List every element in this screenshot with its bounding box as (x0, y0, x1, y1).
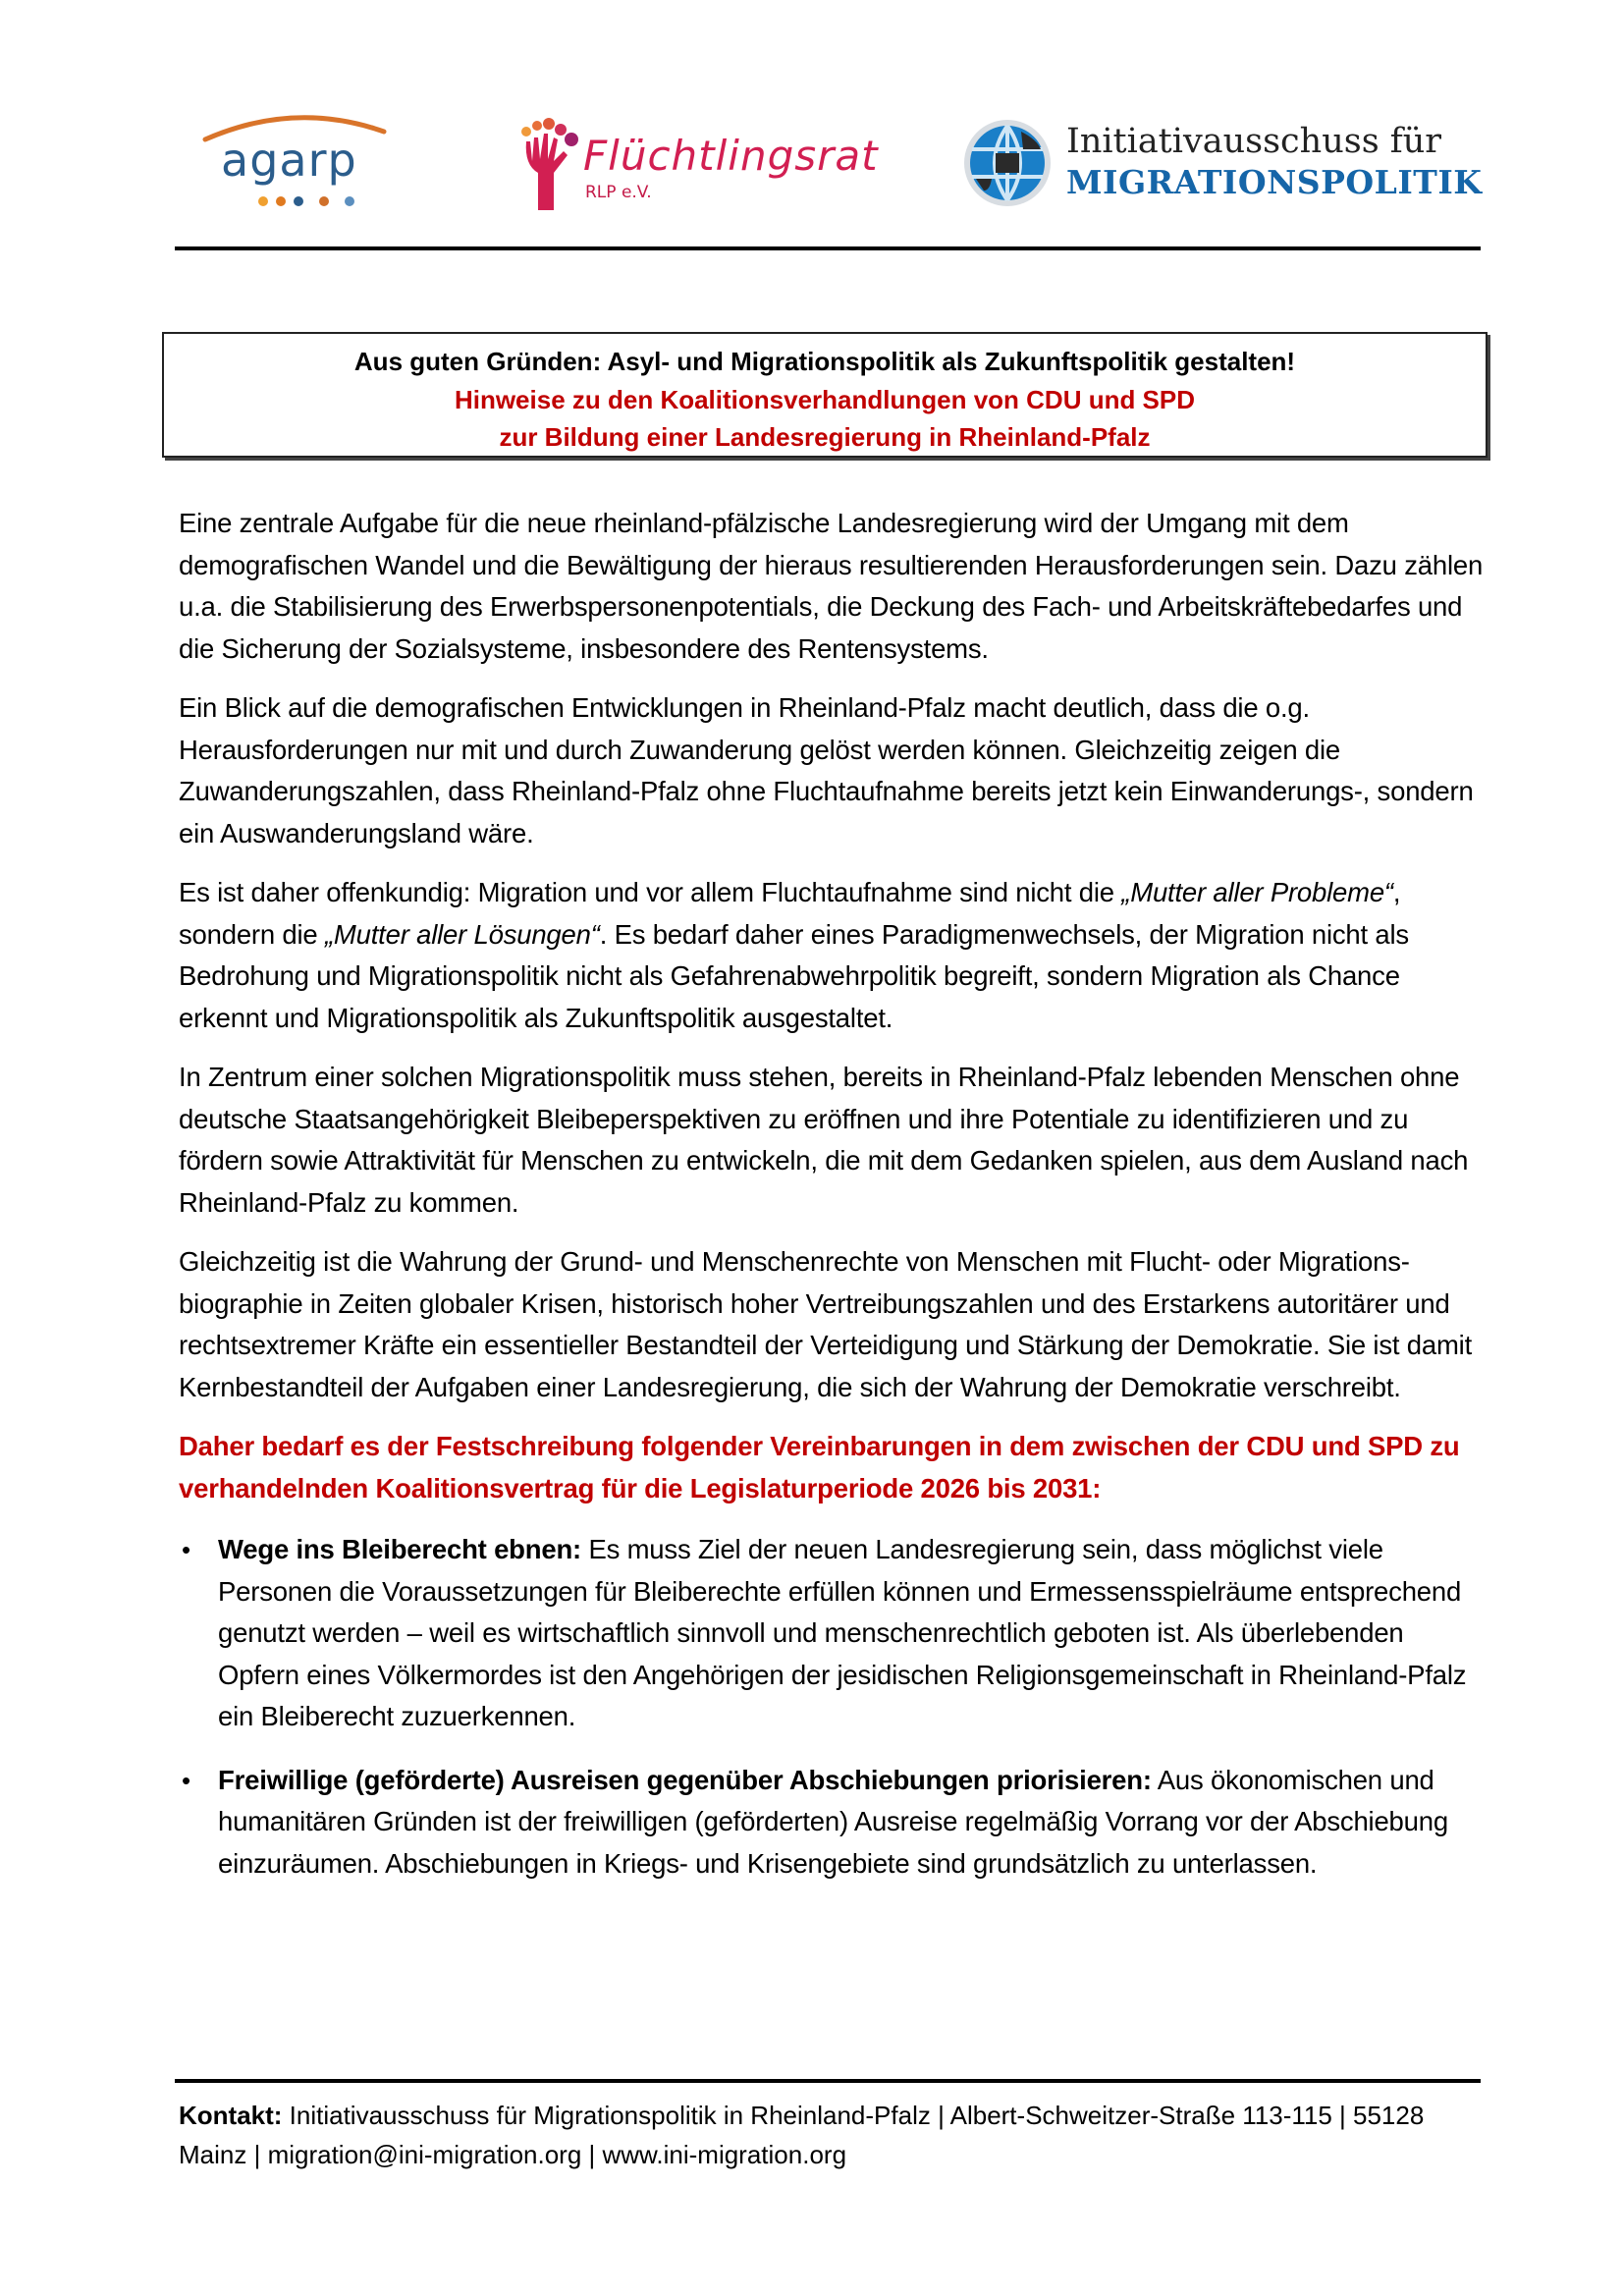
document-title: Aus guten Gründen: Asyl- und Migrationspolitik als Zukunftspolitik gestalten! (353, 347, 1296, 376)
dot-icon (294, 196, 303, 206)
dot-icon (276, 196, 286, 206)
title-box (162, 332, 1488, 458)
paragraph-text: . Es bedarf daher eines Paradigmenwechsels, der Migration nicht als Bedrohung und Migrationspolitik nicht als Gefahrenabwehrpolitik begreift, sondern Migration als Chance erkennt und Migrationspolitik als Zukunftspolitik ausgestaltet. (179, 918, 1409, 1033)
agarp-logo-text: agarp (221, 134, 357, 187)
footer-label: Kontakt: (179, 2101, 283, 2130)
footer-divider (175, 2079, 1481, 2083)
agarp-dots (258, 196, 354, 206)
paragraph (179, 872, 1485, 1039)
paragraph: Eine zentrale Aufgabe für die neue rheinland-pfälzische Landesregierung wird der Umgang mit dem demografischen Wandel und die Bewältigung der hieraus resultierenden Herausforderungen sein. Dazu zählen u.a. die Stabilisierung des Erwerbspersonenpotentials, die Deckung des Fach- und Arbeitskräftebedarfes und die Sicherung der Sozialsysteme, insbesondere des Rentensystems. (179, 508, 1484, 664)
footer-separator: | (581, 2140, 603, 2169)
fluechtlingsrat-logo-subtext: RLP e.V. (585, 183, 652, 202)
dot-icon (258, 196, 268, 206)
header-divider (175, 246, 1481, 250)
initiativausschuss-logo (962, 118, 1483, 211)
dot-icon (319, 196, 329, 206)
demand-intro: Daher bedarf es der Festschreibung folgender Vereinbarungen in dem zwischen der CDU und SPD zu verhandelnden Koalitionsvertrag für die Legislaturperiode 2026 bis 2031: (179, 1431, 1460, 1503)
list-item (179, 1760, 1485, 1886)
paragraph: In Zentrum einer solchen Migrationspolitik muss stehen, bereits in Rheinland-Pfalz lebenden Menschen ohne deutsche Staatsangehörigkeit Bleibeperspektiven zu eröffnen und ihre Potentiale zu identifizieren und zu fördern sowie Attraktivität für Menschen zu entwickeln, die mit dem Gedanken spielen, aus dem Ausland nach Rheinland-Pfalz zu kommen. (179, 1062, 1469, 1218)
list-item-heading: Freiwillige (geförderte) Ausreisen gegenüber Abschiebungen priorisieren: (218, 1764, 1152, 1795)
document-body (179, 503, 1485, 1906)
bullet-icon: • (182, 1535, 190, 1564)
list-item-text: Aus ökonomischen und humanitären Gründen ist der freiwilligen (geförderten) Ausreise regelmäßig Vorrang vor der Abschiebung einzuräumen. Abschiebungen in Kriegs- und Krisengebiete sind grundsätzlich zu unterlassen. (218, 1764, 1448, 1879)
list-item (179, 1529, 1485, 1738)
dot-icon (345, 196, 354, 206)
document-subtitle-line2: zur Bildung einer Landesregierung in Rheinland-Pfalz (499, 422, 1151, 452)
footer-address: Initiativausschuss für Migrationspolitik in Rheinland-Pfalz | Albert-Schweitzer-Straße 113-115 | 55128 Mainz | (179, 2101, 1425, 2169)
italic-quote: „Mutter aller Probleme“ (1121, 877, 1393, 907)
footer-contact (179, 2096, 1485, 2174)
fluechtlingsrat-logo-text: Flüchtlingsrat (583, 132, 879, 180)
initiativausschuss-logo-line1: Initiativausschuss für (1066, 122, 1442, 161)
agarp-logo (201, 106, 388, 204)
document-subtitle-line1: Hinweise zu den Koalitionsverhandlungen von CDU und SPD (454, 385, 1196, 414)
fluechtlingsrat-logo (518, 118, 879, 216)
italic-quote: „Mutter aller Lösungen“ (324, 918, 600, 950)
bullet-icon: • (182, 1765, 190, 1795)
initiativausschuss-logo-line2: MIGRATIONSPOLITIK (1066, 163, 1483, 201)
paragraph-text: Es ist daher offenkundig: Migration und vor allem Fluchtaufnahme sind nicht die (179, 877, 1122, 907)
footer-website-link[interactable]: www.ini-migration.org (602, 2140, 847, 2169)
list-item-heading: Wege ins Bleiberecht ebnen: (218, 1534, 582, 1564)
paragraph-text: , sondern die (179, 877, 1401, 950)
footer-email-link[interactable]: migration@ini-migration.org (267, 2140, 582, 2169)
globe-icon (962, 118, 1053, 208)
hand-icon (518, 118, 583, 212)
demand-list (179, 1529, 1485, 1885)
list-item-text: Es muss Ziel der neuen Landesregierung sein, dass möglichst viele Personen die Voraussetzungen für Bleiberechte erfüllen können und Ermessensspielräume entsprechend genutzt werden – weil es wirtschaftlich sinnvoll und menschenrechtlich geboten ist. Als überlebenden Opfern eines Völkermordes ist den Angehörigen der jesidischen Religionsgemeinschaft in Rheinland-Pfalz ein Bleiberecht zuzuerkennen. (218, 1534, 1467, 1731)
paragraph: Ein Blick auf die demografischen Entwicklungen in Rheinland-Pfalz macht deutlich, dass die o.g. Herausforderungen nur mit und durch Zuwanderung gelöst werden können. Gleichzeitig zeigen die Zuwanderungszahlen, dass Rheinland-Pfalz ohne Fluchtaufnahme bereits jetzt kein Einwanderungs-, sondern ein Auswanderungsland wäre. (179, 692, 1474, 848)
paragraph: Gleichzeitig ist die Wahrung der Grund- und Menschenrechte von Menschen mit Flucht- oder Migrations-biographie in Zeiten globaler Krisen, historisch hoher Vertreibungszahlen und des Erstarkens autoritärer und rechtsextremer Kräfte ein essentieller Bestandteil der Verteidigung und Stärkung der Demokratie. Sie ist damit Kernbestandteil der Aufgaben einer Landesregierung, die sich der Wahrung der Demokratie verschreibt. (179, 1246, 1473, 1402)
